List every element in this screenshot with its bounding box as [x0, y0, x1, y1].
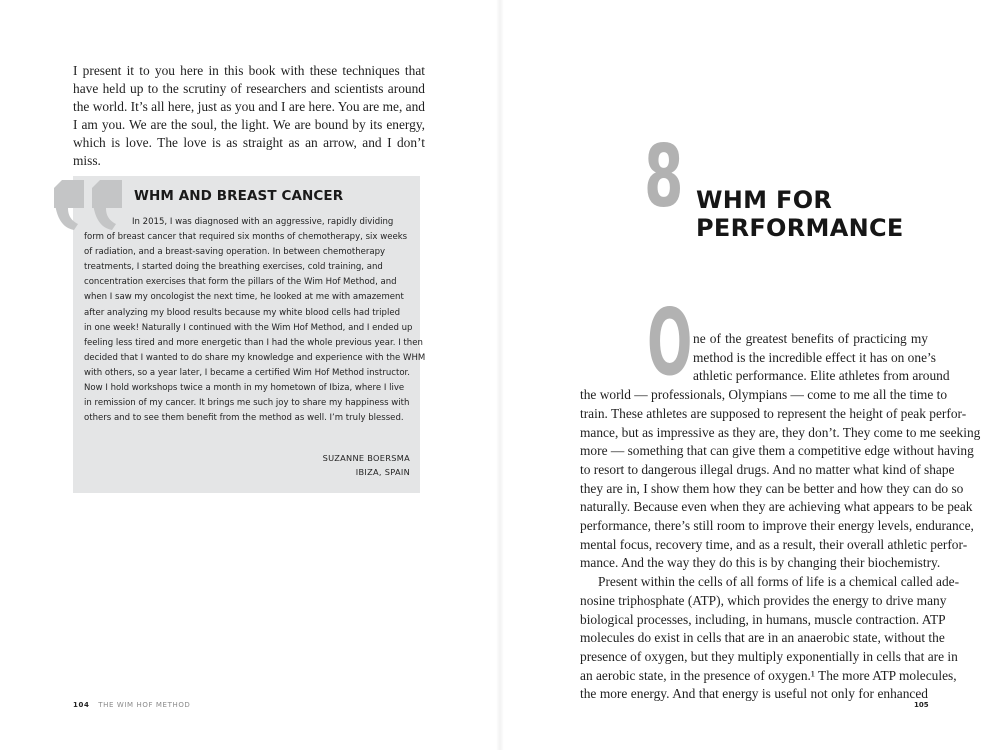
book-gutter	[496, 0, 504, 750]
sidebar-line: with others, so a year later, I became a certified Wim Hof Method instructor.	[84, 367, 410, 378]
sidebar-line: when I saw my oncologist the next time, he looked at me with amazement	[84, 292, 404, 303]
body-line: mental focus, recovery time, and as a result, their overall athletic perfor-	[580, 536, 968, 552]
sidebar-line: others and to see them benefit from the method as well. I’m truly blessed.	[84, 413, 404, 424]
sidebar-line: form of breast cancer that required six months of chemotherapy, six weeks	[84, 232, 408, 243]
sidebar-line: treatments, I started doing the breathing exercises, cold training, and	[84, 262, 383, 273]
sidebar-line: feeling less tired and more energetic than I had the whole previous year. I then	[84, 337, 423, 348]
sidebar-line: in one week! Naturally I continued with the Wim Hof Method, and I ended up	[84, 322, 413, 333]
body-line: the more energy. And that energy is useful not only for enhanced	[580, 686, 928, 702]
chapter-title-line: PERFORMANCE	[696, 214, 904, 242]
chapter-title-line: WHM FOR	[696, 186, 833, 214]
intro-paragraph: I present it to you here in this book with these techniques that have held up to the scrutiny of researchers and scientists around the world. It’s all here, just as you and I are here. You are me, and I am you. We are the soul, the light. We are bound by its energy, which is love. The love is as straight as an arrow, and I don’t miss.	[73, 63, 425, 168]
body-line: they are in, I show them how they can be better and how they can do so	[580, 480, 964, 496]
testimonial-location: IBIZA, SPAIN	[355, 467, 410, 477]
body-line: presence of oxygen, but they multiply exponentially in cells that are in	[580, 648, 958, 664]
body-line: Present within the cells of all forms of life is a chemical called ade-	[598, 574, 960, 590]
body-line: molecules do exist in cells that are in an anaerobic state, without the	[580, 630, 945, 646]
sidebar-line: decided that I wanted to do share my knowledge and experience with the WHM	[84, 352, 426, 363]
left-footer	[73, 701, 190, 709]
sidebar-line: of radiation, and a breast-saving operation. In between chemotherapy	[84, 247, 386, 258]
sidebar-line: in remission of my cancer. It brings me such joy to share my happiness with	[84, 398, 410, 409]
page-number-right: 105	[914, 701, 929, 709]
sidebar-line: In 2015, I was diagnosed with an aggressive, rapidly dividing	[132, 217, 394, 227]
drop-cap: O	[647, 289, 693, 396]
page-number-left: 104	[73, 701, 90, 709]
chapter-number: 8	[644, 127, 684, 227]
chapter-title	[696, 186, 926, 242]
sidebar-line: Now I hold workshops twice a month in my hometown of Ibiza, where I live	[84, 383, 405, 394]
body-line: naturally. Because even when they are achieving what appears to be peak	[580, 499, 973, 515]
body-line: mance, but as impressive as they are, they don’t. They come to me seeking	[580, 424, 981, 440]
body-line: an aerobic state, in the presence of oxygen.¹ The more ATP molecules,	[580, 667, 957, 683]
sidebar-body	[84, 215, 426, 426]
testimonial-author: SUZANNE BOERSMA	[322, 453, 410, 463]
body-line: method is the incredible effect it has on one’s	[693, 349, 936, 365]
chapter-body-text	[580, 330, 981, 704]
body-line: mance. And the way they do this is by changing their biochemistry.	[580, 555, 941, 571]
body-line: more — something that can give them a competitive edge without having	[580, 443, 974, 459]
testimonial-signature	[250, 451, 410, 479]
body-line: performance, there’s still room to improve their energy levels, endurance,	[580, 518, 974, 534]
running-head: THE WIM HOF METHOD	[98, 701, 191, 709]
body-line: train. These athletes are supposed to represent the height of peak perfor-	[580, 405, 967, 421]
body-line: the world — professionals, Olympians — come to me all the time to	[580, 387, 948, 403]
sidebar-title: WHM AND BREAST CANCER	[134, 188, 344, 204]
body-line: athletic performance. Elite athletes from around	[693, 368, 950, 384]
sidebar-line: concentration exercises that form the pillars of the Wim Hof Method, and	[84, 277, 397, 288]
body-line: biological processes, including, in humans, muscle contraction. ATP	[580, 611, 946, 627]
sidebar-line: after analyzing my blood results because my white blood cells had tripled	[84, 307, 401, 318]
body-line: ne of the greatest benefits of practicing my	[693, 331, 928, 346]
body-line: nosine triphosphate (ATP), which provides the energy to drive many	[580, 592, 947, 608]
body-line: to resort to dangerous illegal drugs. And no matter what kind of shape	[580, 461, 955, 477]
